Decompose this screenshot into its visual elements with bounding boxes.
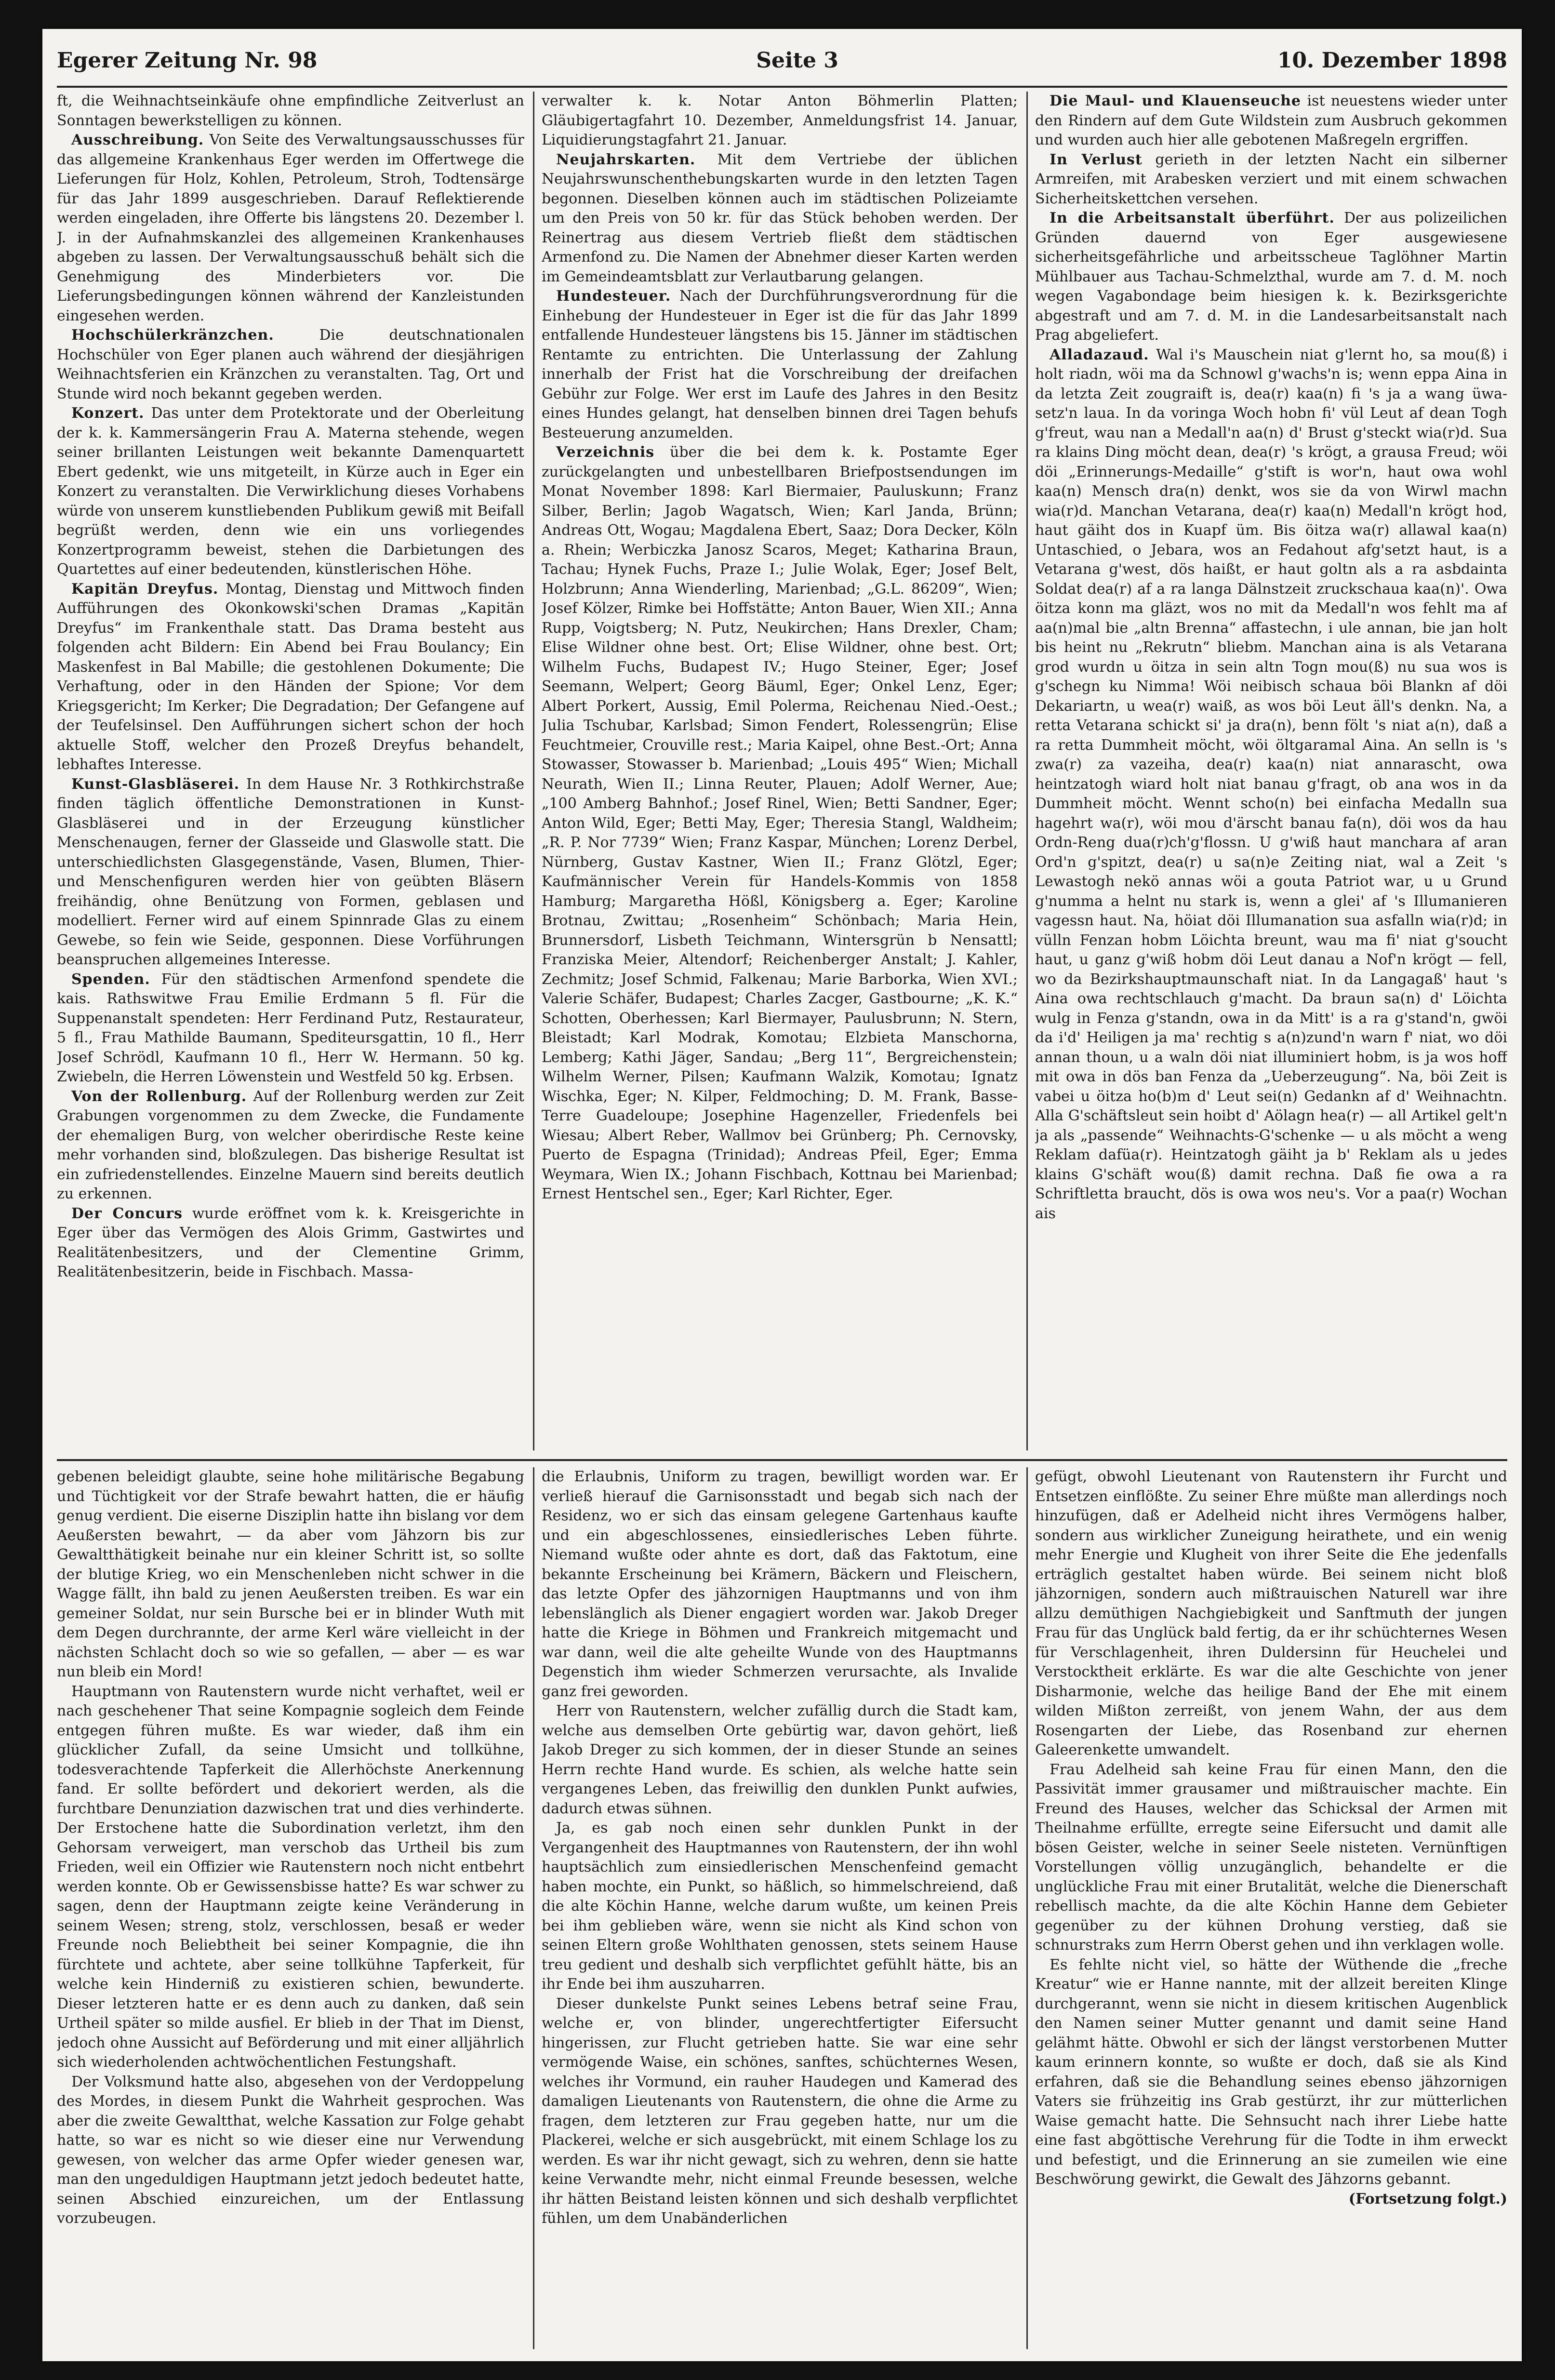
article-paragraph bbox=[57, 404, 524, 580]
article-headword: In Verlust bbox=[1050, 151, 1143, 168]
article-paragraph bbox=[57, 131, 524, 326]
article-text: gebenen beleidigt glaubte, seine hohe militärische Begabung und Tüchtigkeit vor der Strafe bewahrt hatten, die er häufig genug verdient. Die eiserne Disziplin hatte ihn bislang vor dem Aeußersten bewahrt, — da aber vom Jähzorn bis zur Gewaltthätigkeit beinahe nur ein kleiner Schritt ist, so sollte der blutige Krieg, wo ein Menschenleben nicht schwer in die Wagge fällt, ihn bald zu jenen Aeußersten treiben. Es war ein gemeiner Soldat, nur sein Bursche bei er in blinder Wuth mit dem Degen durchrannte, der arme Kerl wäre vielleicht in der nächsten Schlacht doch so wie so gefallen, — aber — es war nun bleib ein Mord! bbox=[57, 1468, 524, 1680]
article-paragraph bbox=[57, 2073, 524, 2229]
article-paragraph bbox=[57, 326, 524, 404]
article-headword: Die Maul- und Klauenseuche bbox=[1050, 93, 1302, 109]
article-paragraph bbox=[1035, 150, 1507, 209]
article-paragraph bbox=[57, 775, 524, 970]
article-paragraph bbox=[542, 1467, 1018, 1702]
article-paragraph bbox=[542, 1702, 1018, 1819]
article-paragraph bbox=[542, 1819, 1018, 1994]
article-text: Nach der Durchführungsverordnung für die Einhebung der Hundesteuer in Eger ist die für das Jahr 1899 entfallende Hundesteuer längstens bis 15. Jänner im städtischen Rentamte zu entrichten. Die Unterlassung der Zahlung innerhalb der Frist hat die Vorschreibung der dreifachen Gebühr zur Folge. Wer erst im Laufe des Jahres in den Besitz eines Hundes gelangt, hat denselben binnen drei Tagen behufs Besteuerung anzumelden. bbox=[542, 288, 1018, 441]
article-text: über die bei dem k. k. Postamte Eger zurückgelangten und unbestellbaren Briefpostsendungen im Monat November 1898: Karl Biermaier, Pauluskunn; Franz Silber, Berlin; Jagob Wagatsch, Wien; Karl Janda, Brünn; Andreas Ott, Wogau; Magdalena Ebert, Saaz; Dora Decker, Köln a. Rhein; Werbiczka Janosz Scaros, Meget; Katharina Braun, Tachau; Hynek Fuchs, Praze I.; Julie Wolak, Eger; Josef Belt, Holzbrunn; Anna Wienderling, Marienbad; „G.L. 86209“, Wien; Josef Kölzer, Rimke bei Hoffstätte; Anton Bauer, Wien XII.; Anna Rupp, Voigtsberg; N. Putz, Neukirchen; Hans Drexler, Cham; Elise Wildner ohne best. Ort; Elise Wildner, ohne best. Ort; Wilhelm Fuchs, Budapest IV.; Hugo Steiner, Eger; Josef Seemann, Welpert; Georg Bäuml, Eger; Onkel Lenz, Eger; Albert Porkert, Aussig, Emil Polerma, Reichenau Nied.-Oest.; Julia Tschubar, Karlsbad; Simon Fendert, Rolessengrün; Elise Feuchtmeier, Crouville rest.; Maria Kaipel, ohne Best.-Ort; Anna Stowasser, Stowasser b. Marienbad; „Louis 495“ Wien; Michall Neurath, Wien II.; Linna Reuter, Plauen; Adolf Werner, Aue; „100 Amberg Bahnhof.; Josef Rinel, Wien; Betti Sandner, Eger; Anton Wild, Eger; Betti May, Eger; Theresia Stangl, Waldheim; „R. P. Nor 7739“ Wien; Franz Kaspar, München; Lorenz Derbel, Nürnberg, Gustav Kastner, Wien II.; Franz Glötzl, Eger; Kaufmännischer Verein für Handels-Kommis von 1858 Hamburg; Margaretha Hößl, Königsberg a. Eger; Karoline Brotnau, Zwittau; „Rosenheim“ Schönbach; Maria Hein, Brunnersdorf, Lisbeth Teichmann, Wintersgrün b Nensattl; Franziska Meier, Altendorf; Reichenberger Anstalt; J. Kahler, Zechmitz; Josef Schmid, Falkenau; Marie Barborka, Wien XVI.; Valerie Schäfer, Budapest; Charles Zacger, Gastbourne; „K. K.“ Schotten, Oberhessen; Karl Biermayer, Paulusbrunn; N. Stern, Bleistadt; Karl Modrak, Komotau; Elzbieta Manschorna, Lemberg; Kathi Jäger, Sandau; „Berg 11“, Bergreichenstein; Wilhelm Werner, Pilsen; Kaufmann Walzik, Komotau; Ignatz Wischka, Eger; N. Kilper, Feldmoching; D. M. Frank, Basse-Terre Guadeloupe; Josephine Hagenzeller, Friedenfels bei Wiesau; Albert Reber, Wallmov bei Grünberg; Ph. Cernovsky, Puerto de Espagna (Trinidad); Andreas Pfeil, Eger; Emma Weymara, Wien IX.; Johann Fischbach, Kottnau bei Marienbad; Ernest Hentschel sen., Eger; Karl Richter, Eger. bbox=[542, 444, 1018, 1202]
article-headword: Von der Rollenburg. bbox=[71, 1088, 247, 1105]
page-header bbox=[57, 38, 1507, 83]
article-text: Es fehlte nicht viel, so hätte der Wüthende die „freche Kreatur“ wie er Hanne nannte, mit der allzeit bereiten Klinge durchgerannt, wenn sie nicht in diesem kritischen Augenblick den Namen seiner Mutter genannt und damit seine Hand gelähmt hätte. Obwohl er sich der längst verstorbenen Mutter kaum erinnern konnte, so wußte er doch, daß sie als Kind erfahren, daß sie die Behandlung seines ebenso jähzornigen Vaters sie frühzeitig ins Grab gestürzt, ihr zur mütterlichen Waise gemacht hatte. Die Sehnsucht nach ihrer Liebe hatte eine fast abgöttische Verehrung für die Todte in ihm erweckt und befestigt, und die Erinnerung an sie zumeilen wie eine Beschwörung gewirkt, die Gewalt des Jähzorns gebannt. bbox=[1035, 1956, 1507, 2188]
article-headword: Verzeichnis bbox=[556, 444, 655, 461]
bottom-column-3 bbox=[1035, 1467, 1507, 2349]
article-headword: Hochschülerkränzchen. bbox=[71, 327, 274, 344]
column-divider bbox=[533, 92, 534, 1450]
article-paragraph bbox=[1035, 209, 1507, 346]
article-text: verwalter k. k. Notar Anton Böhmerlin Platten; Gläubigertagfahrt 10. Dezember, Anmeldungsfrist 14. Januar, Liquidierungstagfahrt 21. Januar. bbox=[542, 93, 1018, 148]
newspaper-title: Egerer Zeitung Nr. 98 bbox=[57, 48, 318, 73]
article-text: Mit dem Vertriebe der üblichen Neujahrswunschenthebungskarten wurde in den letzten Tagen begonnen. Dieselben können auch im städtischen Polizeiamte um den Preis von 50 kr. für das Stück behoben werden. Der Reinertrag aus diesem Vertrieb fließt dem städtischen Armenfond zu. Die Namen der Abnehmer dieser Karten werden im Gemeindeamtsblatt zur Verlautbarung gelangen. bbox=[542, 151, 1018, 285]
article-paragraph bbox=[1035, 1760, 1507, 1955]
article-headword: Kapitän Dreyfus. bbox=[71, 580, 219, 598]
article-text: (Fortsetzung folgt.) bbox=[1348, 2190, 1507, 2207]
issue-date: 10. Dezember 1898 bbox=[1277, 48, 1507, 73]
article-paragraph bbox=[1035, 1955, 1507, 2190]
top-column-1 bbox=[57, 92, 524, 1450]
article-paragraph bbox=[542, 92, 1018, 150]
article-text: Herr von Rautenstern, welcher zufällig durch die Stadt kam, welche aus demselben Orte gebürtig war, davon gehört, ließ Jakob Dreger zu sich kommen, der in dieser Stunde an seines Herrn rechte Hand wurde. Es schien, als welche hatte sein vergangenes Leben, das freiwillig den dunklen Punkt aufwies, dadurch etwas sühnen. bbox=[542, 1702, 1018, 1817]
article-headword: Hundesteuer. bbox=[556, 288, 671, 305]
article-text: Die deutschnationalen Hochschüler von Eger planen auch während der diesjährigen Weihnachtsferien ein Kränzchen zu veranstalten. Tag, Ort und Stunde wird noch bekannt gegeben werden. bbox=[57, 327, 524, 402]
article-paragraph bbox=[57, 970, 524, 1087]
article-headword: Spenden. bbox=[71, 971, 150, 988]
article-headword: Ausschreibung. bbox=[71, 132, 204, 148]
top-column-2 bbox=[542, 92, 1018, 1450]
article-paragraph bbox=[542, 150, 1018, 287]
article-text: Der aus polizeilichen Gründen dauernd von Eger ausgewiesene sicherheitsgefährliche und arbeitsscheue Taglöhner Martin Mühlbauer aus Tachau-Schmelzthal, wurde am 7. d. M. noch wegen Vagabondage beim hiesigen k. k. Bezirksgerichte abgestraft und am 7. d. M. in die Landesarbeitsanstalt nach Prag abgeliefert. bbox=[1035, 210, 1507, 344]
section-rule bbox=[57, 1459, 1507, 1461]
article-headword: Konzert. bbox=[71, 405, 145, 422]
article-text: Dieser dunkelste Punkt seines Lebens betraf seine Frau, welche er, von blinder, ungerechtfertigter Eifersucht hingerissen, zur Flucht getrieben hatte. Sie war eine sehr vermögende Waise, ein schönes, sanftes, schüchternes Wesen, welches ihr Vormund, ein rauher Haudegen und Kamerad des damaligen Lieutenants von Rautenstern, die ohne die Arme zu fragen, dem letzteren zur Frau gegeben hatte, nur um die Plackerei, welche er sich ausgebrückt, mit einem Schlage los zu werden. Es war ihr nicht gewagt, sich zu wehren, denn sie hatte keine Verwandte mehr, nicht einmal Freunde besessen, welche ihr hätten Beistand leisten können und sich deshalb verpflichtet fühlen, um dem Unabänderlichen bbox=[542, 1995, 1018, 2227]
article-paragraph bbox=[542, 1994, 1018, 2229]
newspaper-page bbox=[42, 29, 1522, 2361]
article-paragraph bbox=[1035, 92, 1507, 150]
article-text: wurde eröffnet vom k. k. Kreisgerichte in Eger über das Vermögen des Alois Grimm, Gastwirtes und Realitätenbesitzers, und der Clementine Grimm, Realitätenbesitzerin, beide in Fischbach. Massa- bbox=[57, 1205, 524, 1280]
bottom-column-2 bbox=[542, 1467, 1018, 2349]
article-headword: Alladazaud. bbox=[1050, 346, 1149, 363]
header-rule bbox=[57, 86, 1507, 88]
article-paragraph bbox=[1035, 2190, 1507, 2209]
article-headword: Der Concurs bbox=[71, 1205, 183, 1222]
article-paragraph bbox=[1035, 346, 1507, 1224]
article-headword: Neujahrskarten. bbox=[556, 151, 696, 168]
column-divider bbox=[1026, 1467, 1028, 2349]
article-text: Der Volksmund hatte also, abgesehen von der Verdoppelung des Mordes, in diesem Punkt die Wahrheit gesprochen. Was aber die zweite Gewaltthat, welche Kassation zur Folge gehabt hatte, so war es nicht so wie dieser eine nur Verwendung gewesen, von welcher das arme Opfer wieder genesen war, man den ungeduldigen Hauptmann jetzt jedoch bedeutet hatte, seinen Abschied einzureichen, um der Entlassung vorzubeugen. bbox=[57, 2073, 524, 2227]
article-paragraph bbox=[57, 1204, 524, 1282]
article-text: Für den städtischen Armenfond spendete die kais. Rathswitwe Frau Emilie Erdmann 5 fl. Für die Suppenanstalt spendeten: Herr Ferdinand Putz, Restaurateur, 5 fl., Frau Mathilde Baumann, Spediteursgattin, 10 fl., Herr Josef Schrödl, Kaufmann 10 fl., Herr W. Hermann. 50 kg. Zwiebeln, die Herren Löwenstein und Westfeld 50 kg. Erbsen. bbox=[57, 971, 524, 1085]
article-text: Von Seite des Verwaltungsausschusses für das allgemeine Krankenhaus Eger werden im Offertwege die Lieferungen für Holz, Kohlen, Petroleum, Stroh, Todtensärge für das Jahr 1899 ausgeschrieben. Darauf Reflektierende werden eingeladen, ihre Offerte bis längstens 20. Dezember l. J. in der Aufnahmskanzlei des allgemeinen Krankenhauses abgeben zu lassen. Der Verwaltungsausschuß behält sich die Genehmigung des Minderbieters vor. Die Lieferungsbedingungen können während der Kanzleistunden eingesehen werden. bbox=[57, 132, 524, 324]
article-paragraph bbox=[57, 1467, 524, 1682]
column-divider bbox=[1026, 92, 1028, 1450]
article-text: Auf der Rollenburg werden zur Zeit Grabungen vorgenommen zu dem Zwecke, die Fundamente der ehemaligen Burg, von welcher oberirdische Reste keine mehr vorhanden sind, bloßzulegen. Das bisherige Resultat ist ein zufriedenstellendes. Einzelne Mauern sind bereits deutlich zu erkennen. bbox=[57, 1088, 524, 1202]
article-headword: In die Arbeitsanstalt überführt. bbox=[1050, 210, 1335, 226]
article-text: Wal i's Mauschein niat g'lernt ho, sa mou(ß) i holt riadn, wöi ma da Schnowl g'wachs'n is; wenn eppa Aina in da letzta Zeit zougraift is, dea(r) kaa(n) fi 's ja a wang üwa-setz'n laua. In da voringa Woch hobn fi' vül Leut af dean Togh g'freut, wau nan a Medall'n aa(n) d' Brust g'steckt wia(r)d. Sua ra klains Ding möcht dean, dea(r) 's krögt, a grausa Freud; wöi döi „Erinnerungs-Medaille“ g'stift is wor'n, haut owa wohl kaa(n) Mensch dra(n) denkt, wos sie da von Wirwl machn wia(r)d. Manchan Vetarana, dea(r) kaa(n) Medall'n krögt hod, haut gäiht dos in Kuapf üm. Bis öitza wa(r) allawal kaa(n) Untaschied, o Jebara, wos an Fedahout afg'setzt haut, is a Vetarana g'west, dös haißt, er haut goltn als a ra asbdainta Soldat dea(r) af a ra langa Dälnstzeit zruckschaua kaa(n)'. Owa öitza konn ma gläzt, wos no mit da Medall'n wos fehlt ma af aa(n)mal bie „altn Brenna“ affastechn, i ule annan, bie jan holt bis heint nu „Rekrutn“ bliebm. Manchan aina is als Vetarana grod wurdn u öitza in sein altn Togn mou(ß) nu sua wos is g'schegn ku Nimma! Wöi neibisch schaua böi Blankn af döi Dekariartn, u wea(r) waiß, as wos böi Leut äll's denkn. Na, a retta Vetarana schickt si' ja dra(n), benn fölt 's niat a(n), daß a ra retta Dummheit möcht, wöi öltgaramal Aina. An selln is 's zwa(r) za vazeiha, dea(r) kaa(n) niat annarascht, owa heintzatogh wiard holt niat banau g'fragt, ob ana wos in da Dummheit möcht. Wennt scho(n) bei einfacha Medalln sua hagehrt wa(r), wöi mou d'ärscht banau fa(n), döi wos da hau Ordn-Reng dua(r)ch'g'flossn. U g'wiß haut manchara af aran Ord'n g'spitzt, dea(r) u sa(n)e Zeiting niat, wal a Zeit 's Lewastogh nekö annas wöi a gouta Patriot war, u u Grund g'numma a helnt nu stark is, wenn a glei' af 's Illumanieren vagessn haut. Na, höiat döi Illumanation sua asfalln wia(r)d; in vülln Fenzan hobm Löichta breunt, wau ma fi' niat g'soucht haut, u ganz g'wiß hobm döi Leut danau a Nof'n krögt — fell, wo da Bezirkshauptmaunschaft niat. In da Langagaß' haut 's Aina owa rechtschlauch g'macht. Da braun sa(n) d' Löichta wulg in Fenza g'standn, owa in da Mitt' is a ra g'stand'n, gwöi da i'd' Heiligen ja ma' rechtig s a(n)zund'n warn f' niat, wo döi annan thoun, u a waln döi niat illuminiert hobm, is ja wos hoff mit owa in dös ban Fenza da „Ueberzeugung“. Na, böi Zeit is vabei u öitza ho(b)m d' Leut sei(n) Gedankn af d' Weihnachtn. Alla G'schäftsleut sein hoibt d' Aölagn hea(r) — all Artikel gelt'n ja als „passende“ Weihnachts-G'schenke — u als möcht a weng Reklam dafüa(r). Heintzatogh gäiht ja b' Reklam als u jedes klains G'schäft wou(ß) damit rechna. Daß fie owa a ra Schriftletta braucht, dös is owa wos neu's. Vor a paa(r) Wochan ais bbox=[1035, 346, 1507, 1222]
article-text: gerieth in der letzten Nacht ein silberner Armreifen, mit Arabesken verziert und mit einem schwachen Sicherheitskettchen versehen. bbox=[1035, 151, 1507, 207]
top-column-3 bbox=[1035, 92, 1507, 1450]
article-text: Frau Adelheid sah keine Frau für einen Mann, den die Passivität immer grausamer und mißtrauischer machte. Ein Freund des Hauses, welcher das Schicksal der Armen mit Theilnahme erfüllte, erregte seine Eifersucht und damit alle bösen Geister, welche in seiner Seele nisteten. Vernünftigen Vorstellungen völlig unzugänglich, behandelte er die unglückliche Frau mit einer Brutalität, welche die Dienerschaft rebellisch machte, da die alte Köchin Hanne dem Gebieter gegenüber zu der kühnen Drohung verstieg, daß sie schnurstraks zum Herrn Oberst gehen und ihn verklagen wolle. bbox=[1035, 1761, 1507, 1954]
article-text: Hauptmann von Rautenstern wurde nicht verhaftet, weil er nach geschehener That seine Kompagnie sogleich dem Feinde entgegen führen mußte. Es war wieder, daß ihm ein glücklicher Zufall, da seine Umsicht und tollkühne, todesverachtende Tapferkeit die Allerhöchste Anerkennung fand. Er sollte befördert und dekoriert werden, als die furchtbare Denunziation dazwischen trat und dies verhinderte. Der Erstochene hatte die Subordination verletzt, ihm den Gehorsam verweigert, man verschob das Urtheil bis zum Frieden, weil ein Offizier wie Rautenstern noch nicht entbehrt werden konnte. Ob er Gewissensbisse hatte? Es war schwer zu sagen, denn der Hauptmann zeigte keine Veränderung in seinem Wesen; streng, stolz, verschlossen, besaß er weder Freunde noch Beliebtheit bei seiner Kompagnie, die ihn fürchtete und achtete, aber seine tollkühne Tapferkeit, für welche kein Hinderniß zu existieren schien, bewunderte. Dieser letzteren hatte er es denn auch zu danken, daß sein Urtheil später so milde ausfiel. Er blieb in der That im Dienst, jedoch ohne Aussicht auf Beförderung und mit einer alljährlich sich wiederholenden achtwöchentlichen Festungshaft. bbox=[57, 1683, 524, 2071]
article-headword: Kunst-Glasbläserei. bbox=[71, 775, 240, 793]
article-text: gefügt, obwohl Lieutenant von Rautenstern ihr Furcht und Entsetzen einflößte. Zu seiner Ehre müßte man allerdings noch hinzufügen, daß er Adelheid nicht ihres Vermögens halber, sondern aus wirklicher Zuneigung heirathete, und ein wenig mehr Energie und Klugheit von ihrer Seite die Ehe jedenfalls erträglich gestaltet haben würde. Bei seinem nicht bloß jähzornigen, sondern auch mißtrauischen Naturell war ihre allzu demüthigen Nachgiebigkeit und Sanftmuth der jungen Frau für das Unglück bald fertig, da er ihr schüchternes Wesen für Verschlagenheit, ihren Duldersinn für Heuchelei und Verstocktheit erklärte. Es war die alte Geschichte von jener Disharmonie, welche das heilige Band der Ehe mit einem wilden Mißton zerreißt, von jenem Wahn, der aus dem Rosengarten der Liebe, das Rosenband zur ehernen Galeerenkette umwandelt. bbox=[1035, 1468, 1507, 1758]
article-paragraph bbox=[1035, 1467, 1507, 1760]
article-text: Das unter dem Protektorate und der Oberleitung der k. k. Kammersängerin Frau A. Materna stehende, wegen seiner brillanten Leistungen weit bekannte Damenquartett Ebert gedenkt, wie uns mitgeteilt, in Kürze auch in Eger ein Konzert zu veranstalten. Die Verwirklichung dieses Vorhabens würde von unserem kunstliebenden Publikum gewiß mit Beifall begrüßt werden, denn wie ein uns vorliegendes Konzertprogramm beweist, stehen die Darbietungen des Quartettes auf einer bedeutenden, künstlerischen Höhe. bbox=[57, 405, 524, 578]
article-paragraph bbox=[542, 287, 1018, 443]
article-paragraph bbox=[57, 1682, 524, 2073]
article-text: die Erlaubnis, Uniform zu tragen, bewilligt worden war. Er verließ hierauf die Garnisonsstadt und begab sich nach der Residenz, wo er sich das einsam gelegene Gartenhaus kaufte und ein abgeschlossenes, einsiedlerisches Leben führte. Niemand wußte oder ahnte es dort, daß das Faktotum, eine bekannte Erscheinung bei Krämern, Bäckern und Fleischern, das letzte Opfer des jähzornigen Hauptmanns und von ihm lebenslänglich als Diener engagiert worden war. Jakob Dreger hatte die Kriege in Böhmen und Frankreich mitgemacht und war dann, weil die alte geheilte Wunde von des Hauptmanns Degenstich ihm wieder Schmerzen verursachte, als Invalide ganz frei geworden. bbox=[542, 1468, 1018, 1700]
article-text: In dem Hause Nr. 3 Rothkirchstraße finden täglich öffentliche Demonstrationen in Kunst-Glasbläserei und in der Erzeugung künstlicher Menschenaugen, ferner der Glasseide und Glaswolle statt. Die unterschiedlichsten Glasgegenstände, Vasen, Blumen, Thier- und Menschenfiguren werden hier von geübten Bläsern freihändig, ohne Benützung von Formen, geblasen und modelliert. Ferner wird auf einem Spinnrade Glas zu einem Gewebe, so fein wie Seide, gesponnen. Diese Vorführungen beanspruchen allgemeines Interesse. bbox=[57, 775, 524, 968]
article-paragraph bbox=[57, 580, 524, 775]
bottom-column-1 bbox=[57, 1467, 524, 2349]
page-number: Seite 3 bbox=[756, 48, 838, 73]
article-paragraph bbox=[57, 92, 524, 131]
article-text: ist neuestens wieder unter den Rindern auf dem Gute Wildstein zum Ausbruch gekommen und wurden auch hier alle gebotenen Maßregeln ergriffen. bbox=[1035, 93, 1507, 148]
article-text: ft, die Weihnachtseinkäufe ohne empfindliche Zeitverlust an Sonntagen bewerkstelligen zu können. bbox=[57, 93, 524, 129]
article-paragraph bbox=[542, 443, 1018, 1204]
article-paragraph bbox=[57, 1087, 524, 1204]
column-divider bbox=[533, 1467, 534, 2349]
article-text: Montag, Dienstag und Mittwoch finden Aufführungen des Okonkowski'schen Dramas „Kapitän Dreyfus“ im Frankenthale statt. Das Drama besteht aus folgenden acht Bildern: Ein Abend bei Frau Boulancy; Ein Maskenfest in Bal Mabille; die gestohlenen Dokumente; Die Verhaftung, oder in den Händen der Spione; Vor dem Kriegsgericht; Im Kerker; Die Degradation; Der Gefangene auf der Teufelsinsel. Den Aufführungen sichert schon der hoch aktuelle Stoff, welcher den Prozeß Dreyfus behandelt, lebhaftes Interesse. bbox=[57, 580, 524, 773]
article-text: Ja, es gab noch einen sehr dunklen Punkt in der Vergangenheit des Hauptmannes von Rautenstern, der ihn wohl hauptsächlich zum einsiedlerischen Menschenfeind gemacht haben mochte, ein Punkt, so häßlich, so himmelschreiend, daß die alte Köchin Hanne, welche darum wußte, um keinen Preis bei ihm geblieben wäre, wenn sie nicht als Kind schon von seinen Eltern große Wohlthaten genossen, stets seinem Hause treu gedient und deshalb sich verpflichtet gefühlt hätte, bis an ihr Ende bei ihm auszuharren. bbox=[542, 1820, 1018, 1993]
